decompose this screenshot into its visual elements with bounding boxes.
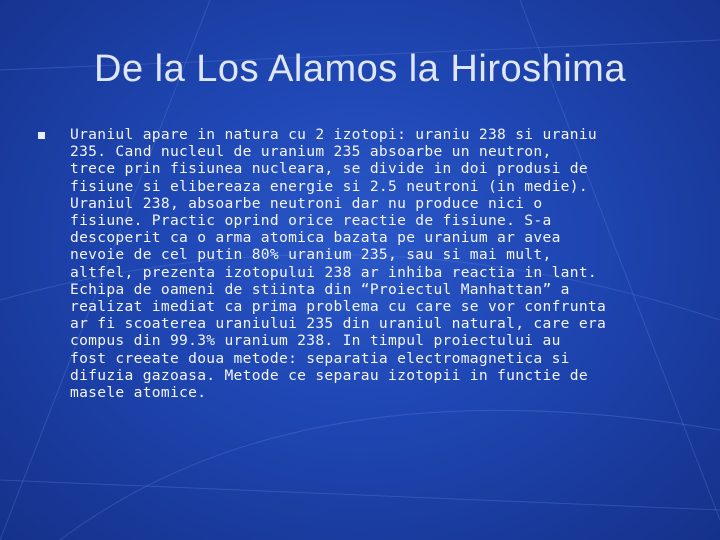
slide-title: De la Los Alamos la Hiroshima xyxy=(94,48,626,90)
bullet-item xyxy=(38,126,688,401)
square-bullet-icon xyxy=(38,132,45,139)
bullet-text: Uraniul apare in natura cu 2 izotopi: uraniu 238 si uraniu 235. Cand nucleul de uranium 235 absoarbe un neutron, trece prin fisiunea nucleara, se divide in doi produsi de fisiune si elibereaza energie si 2.5 neutroni (in medie). Uraniul 238, absoarbe neutroni dar nu produce nici o fisiune. Practic oprind orice reactie de fisiune. S-a descoperit ca o arma atomica bazata pe uranium ar avea nevoie de cel putin 80% uranium 235, sau si mai mult, altfel, prezenta izotopului 238 ar inhiba reactia in lant. Echipa de oameni de stiinta din “Proiectul Manhattan” a realizat imediat ca prima problema cu care se vor confrunta ar fi scoaterea uraniului 235 din uraniul natural, care era compus din 99.3% uranium 238. In timpul proiectului au fost creeate doua metode: separatia electromagnetica si difuzia gazoasa. Metode ce separau izotopii in functie de masele atomice. xyxy=(70,126,607,402)
slide-content xyxy=(38,126,688,401)
